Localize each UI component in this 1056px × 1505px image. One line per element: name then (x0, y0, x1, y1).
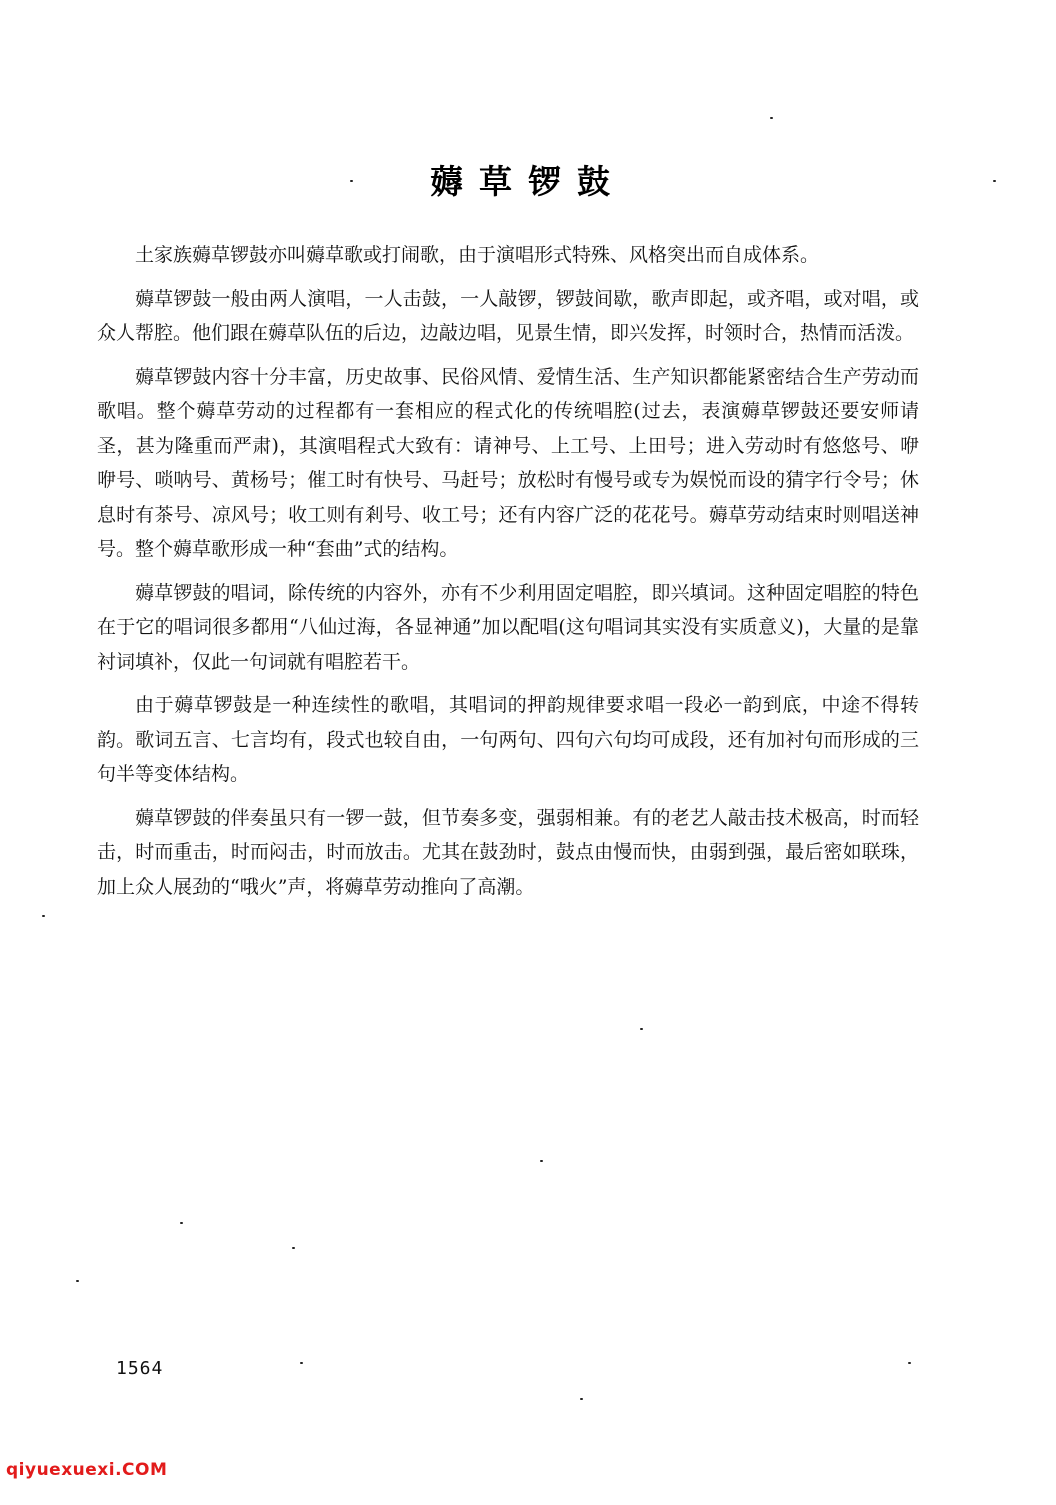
scan-speck (76, 1280, 79, 1282)
scan-speck (770, 117, 773, 119)
scan-speck (540, 1160, 543, 1162)
scan-speck (993, 180, 996, 182)
paragraph-1: 土家族薅草锣鼓亦叫薅草歌或打闹歌，由于演唱形式特殊、风格突出而自成体系。 (135, 244, 820, 266)
scan-speck (908, 1362, 911, 1364)
scan-speck (180, 1222, 183, 1224)
paragraph-2: 薅草锣鼓一般由两人演唱，一人击鼓，一人敲锣，锣鼓间歇，歌声即起，或齐唱，或对唱，或众人帮腔。他们跟在薅草队伍的后边，边敲边唱，见景生情，即兴发挥，时领时合，热情而活泼。 (97, 287, 919, 344)
scan-speck (42, 915, 45, 917)
paragraph-4: 薅草锣鼓的唱词，除传统的内容外，亦有不少利用固定唱腔，即兴填词。这种固定唱腔的特色在于它的唱词很多都用“八仙过海，各显神通”加以配唱(这句唱词其实没有实质意义)，大量的是靠衬词填补，仅此一句词就有唱腔若干。 (97, 581, 919, 673)
scan-speck (580, 1398, 583, 1400)
body-text (97, 238, 919, 913)
paragraph-5: 由于薅草锣鼓是一种连续性的歌唱，其唱词的押韵规律要求唱一段必一韵到底，中途不得转韵。歌词五言、七言均有，段式也较自由，一句两句、四句六句均可成段，还有加衬句而形成的三句半等变体结构。 (97, 694, 919, 785)
page-number: 1564 (116, 1358, 164, 1379)
scan-speck (300, 1362, 303, 1364)
scan-speck (292, 1247, 295, 1249)
scan-speck (640, 1028, 643, 1030)
paragraph-6: 薅草锣鼓的伴奏虽只有一锣一鼓，但节奏多变，强弱相兼。有的老艺人敲击技术极高，时而轻击，时而重击，时而闷击，时而放击。尤其在鼓劲时，鼓点由慢而快，由弱到强，最后密如联珠，加上众人展劲的“哦火”声，将薅草劳动推向了高潮。 (97, 806, 919, 898)
scan-speck (350, 180, 353, 182)
paragraph-3: 薅草锣鼓内容十分丰富，历史故事、民俗风情、爱情生活、生产知识都能紧密结合生产劳动而歌唱。整个薅草劳动的过程都有一套相应的程式化的传统唱腔(过去，表演薅草锣鼓还要安师请圣，甚为隆重而严肃)，其演唱程式大致有：请神号、上工号、上田号；进入劳动时有悠悠号、咿咿号、唢呐号、黄杨号；催工时有快号、马赶号；放松时有慢号或专为娱悦而设的猜字行令号；休息时有茶号、凉风号；收工则有剎号、收工号；还有内容广泛的花花号。薅草劳动结束时则唱送神号。整个薅草歌形成一种“套曲”式的结构。 (97, 365, 919, 560)
page-title: 薅草锣鼓 (430, 162, 626, 201)
site-watermark[interactable]: qiyuexuexi.COM (6, 1460, 168, 1480)
